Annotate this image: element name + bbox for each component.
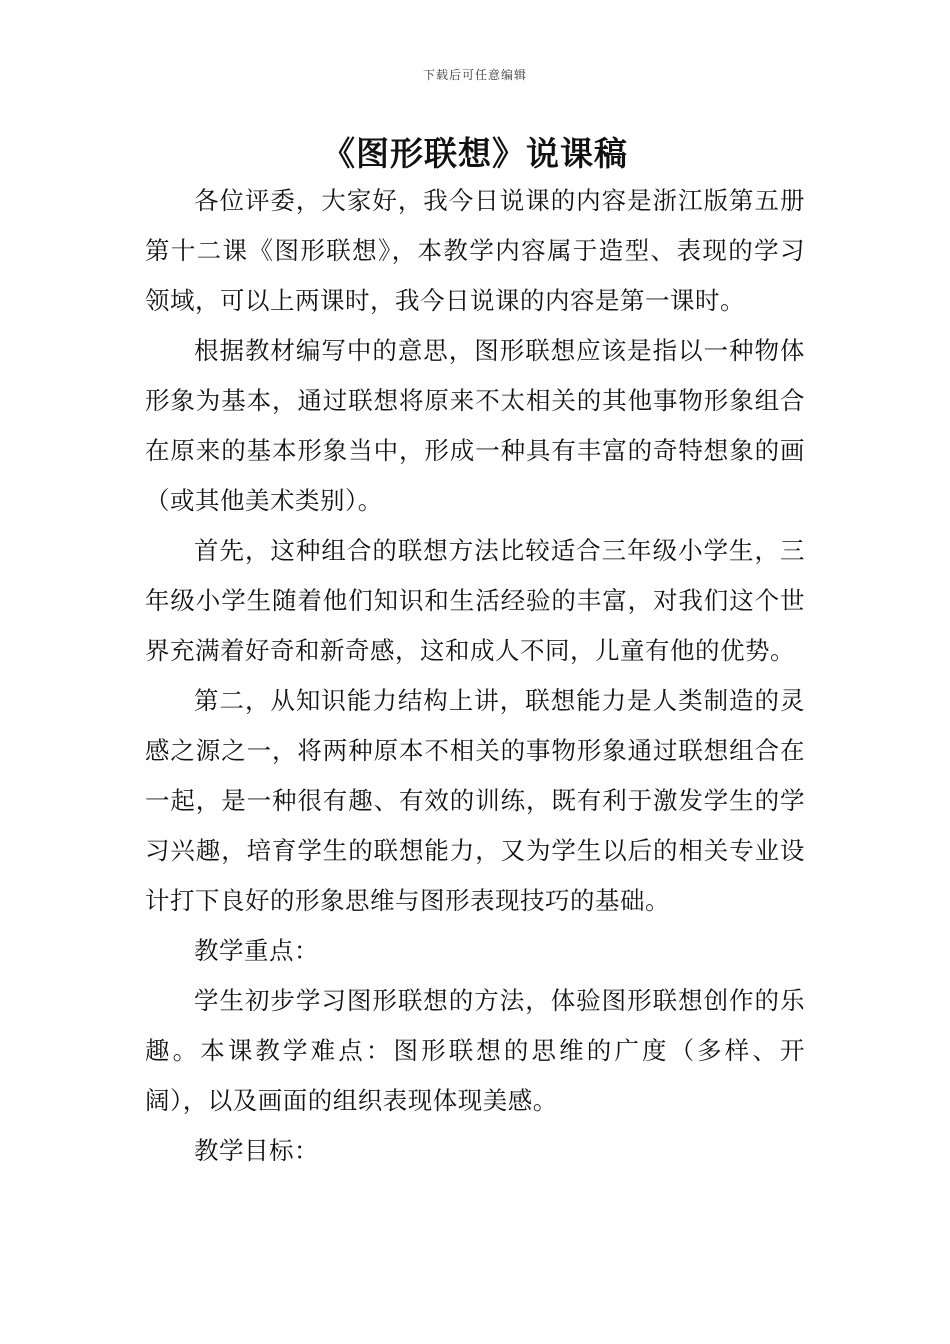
teaching-focus-label: 教学重点： [194,936,319,965]
paragraph-teaching-focus: 学生初步学习图形联想的方法，体验图形联想创作的乐趣。本课教学难点：图形联想的思维的广度（多样、开阔），以及画面的组织表现体现美感。 [145,986,805,1115]
document-body [145,176,805,1176]
document-title: 《图形联想》说课稿 [322,134,628,173]
paragraph-intro: 各位评委，大家好，我今日说课的内容是浙江版第五册第十二课《图形联想》，本教学内容属于造型、表现的学习领域，可以上两课时，我今日说课的内容是第一课时。 [145,186,805,315]
paragraph-textbook-meaning: 根据教材编写中的意思，图形联想应该是指以一种物体形象为基本，通过联想将原来不太相关的其他事物形象组合在原来的基本形象当中，形成一种具有丰富的奇特想象的画（或其他美术类别）。 [145,336,805,515]
paragraph-first-reason: 首先，这种组合的联想方法比较适合三年级小学生，三年级小学生随着他们知识和生活经验的丰富，对我们这个世界充满着好奇和新奇感，这和成人不同，儿童有他的优势。 [145,536,805,665]
header-note: 下载后可任意编辑 [422,68,527,82]
paragraph-second-reason: 第二，从知识能力结构上讲，联想能力是人类制造的灵感之源之一，将两种原本不相关的事物形象通过联想组合在一起，是一种很有趣、有效的训练，既有利于激发学生的学习兴趣，培育学生的联想能力，又为学生以后的相关专业设计打下良好的形象思维与图形表现技巧的基础。 [145,686,805,915]
teaching-goals-label: 教学目标： [194,1136,319,1165]
